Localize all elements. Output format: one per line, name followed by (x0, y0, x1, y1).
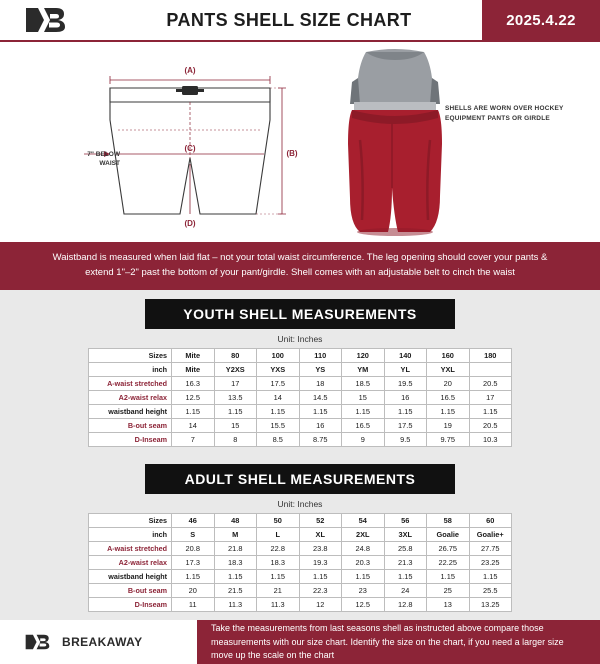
table-cell: Y2XS (214, 363, 257, 377)
table-row (89, 542, 512, 556)
table-cell: 160 (427, 349, 470, 363)
table-cell: 20.3 (342, 556, 385, 570)
table-cell: 140 (384, 349, 427, 363)
table-row (89, 363, 512, 377)
table-cell: 1.15 (469, 570, 512, 584)
table-row-label: A2-waist relax (89, 391, 172, 405)
table-cell: 25.5 (469, 584, 512, 598)
table-row-label: B-out seam (89, 419, 172, 433)
table-cell: 17 (469, 391, 512, 405)
table-row-label: D-Inseam (89, 598, 172, 612)
table-row (89, 349, 512, 363)
table-row (89, 584, 512, 598)
table-cell: 14 (257, 391, 300, 405)
table-cell: Goalie+ (469, 528, 512, 542)
table-cell: 1.15 (427, 570, 470, 584)
table-cell: 12.5 (342, 598, 385, 612)
breakaway-logo-icon (20, 4, 76, 36)
table-cell: 16.3 (172, 377, 215, 391)
table-cell: 24.8 (342, 542, 385, 556)
brand-logo (0, 0, 96, 40)
table-cell: 120 (342, 349, 385, 363)
footer-brand-name: BREAKAWAY (62, 635, 143, 650)
table-cell: 8.75 (299, 433, 342, 447)
table-cell: 12.5 (172, 391, 215, 405)
table-cell: 1.15 (172, 405, 215, 419)
table-cell: 1.15 (257, 405, 300, 419)
table-cell: 100 (257, 349, 300, 363)
table-cell: 23 (342, 584, 385, 598)
table-cell: 16.5 (427, 391, 470, 405)
table-cell: 20.8 (172, 542, 215, 556)
table-cell: 23.8 (299, 542, 342, 556)
table-cell: 27.75 (469, 542, 512, 556)
table-cell: 13.5 (214, 391, 257, 405)
table-cell: 1.15 (299, 405, 342, 419)
table-cell: 16 (384, 391, 427, 405)
youth-section-title: YOUTH SHELL MEASUREMENTS (145, 299, 455, 329)
table-cell: 1.15 (172, 570, 215, 584)
table-row-label: A-waist stretched (89, 377, 172, 391)
table-cell: 2XL (342, 528, 385, 542)
table-cell: 18.5 (342, 377, 385, 391)
table-cell: 21.3 (384, 556, 427, 570)
table-cell: 18.3 (214, 556, 257, 570)
revision-date: 2025.4.22 (482, 0, 600, 40)
table-cell: 21 (257, 584, 300, 598)
table-row (89, 377, 512, 391)
table-cell: 180 (469, 349, 512, 363)
table-cell: 20.5 (469, 377, 512, 391)
table-cell: 22.3 (299, 584, 342, 598)
table-row-label: waistband height (89, 405, 172, 419)
waist-reference-label: 7" BELOW WAIST (87, 151, 120, 168)
table-cell: 26.75 (427, 542, 470, 556)
table-cell: 1.15 (384, 570, 427, 584)
svg-text:(A): (A) (184, 66, 196, 75)
adult-section-title: ADULT SHELL MEASUREMENTS (145, 464, 455, 494)
breakaway-logo-icon-footer (22, 630, 56, 654)
table-cell: YS (299, 363, 342, 377)
table-cell: 19.3 (299, 556, 342, 570)
table-cell: 10.3 (469, 433, 512, 447)
diagram-area (0, 42, 600, 242)
table-cell: 17.5 (384, 419, 427, 433)
table-row-label: Sizes (89, 349, 172, 363)
table-cell: 18.3 (257, 556, 300, 570)
table-cell: 20.5 (469, 419, 512, 433)
table-cell: 20 (172, 584, 215, 598)
table-cell: 1.15 (299, 570, 342, 584)
adult-measurements-table (88, 513, 512, 612)
table-row (89, 556, 512, 570)
table-row-label: A2-waist relax (89, 556, 172, 570)
table-cell: 19 (427, 419, 470, 433)
table-row-label: Sizes (89, 514, 172, 528)
table-cell: 48 (214, 514, 257, 528)
table-cell: 50 (257, 514, 300, 528)
page-title: PANTS SHELL SIZE CHART (166, 9, 412, 30)
table-cell: Mite (172, 363, 215, 377)
table-cell: 1.15 (384, 405, 427, 419)
table-cell: 7 (172, 433, 215, 447)
table-cell: 20 (427, 377, 470, 391)
table-row (89, 514, 512, 528)
youth-section (0, 290, 600, 329)
shell-product-photo (330, 48, 460, 238)
table-cell: XL (299, 528, 342, 542)
table-row (89, 598, 512, 612)
table-row-label: D-Inseam (89, 433, 172, 447)
adult-unit-label: Unit: Inches (0, 494, 600, 513)
footer-instructions: Take the measurements from last seasons shell as instructed above compare those measurements with our size chart. Identify the size on the chart, if you need a larger size move up the scale on the chart (197, 620, 600, 664)
adult-table-wrap (0, 513, 600, 620)
youth-unit-label: Unit: Inches (0, 329, 600, 348)
table-cell: 12 (299, 598, 342, 612)
table-row-label: inch (89, 528, 172, 542)
youth-measurements-table (88, 348, 512, 447)
table-cell: 22.8 (257, 542, 300, 556)
table-cell: 110 (299, 349, 342, 363)
table-cell: 25.8 (384, 542, 427, 556)
table-cell: YXS (257, 363, 300, 377)
table-cell: 1.15 (214, 570, 257, 584)
table-cell: 15 (214, 419, 257, 433)
table-row (89, 405, 512, 419)
table-cell: 25 (427, 584, 470, 598)
footer-brand (0, 620, 197, 664)
table-cell: 9 (342, 433, 385, 447)
table-cell: 52 (299, 514, 342, 528)
table-cell: 11.3 (257, 598, 300, 612)
table-cell: 21.8 (214, 542, 257, 556)
page-footer (0, 620, 600, 664)
table-cell: YXL (427, 363, 470, 377)
table-cell: 17.5 (257, 377, 300, 391)
table-cell: 23.25 (469, 556, 512, 570)
table-cell: 58 (427, 514, 470, 528)
table-cell: Goalie (427, 528, 470, 542)
table-cell: 21.5 (214, 584, 257, 598)
table-cell: 8 (214, 433, 257, 447)
table-cell: 16 (299, 419, 342, 433)
table-cell: 1.15 (214, 405, 257, 419)
table-row (89, 433, 512, 447)
table-cell: 1.15 (257, 570, 300, 584)
table-cell: 17.3 (172, 556, 215, 570)
pants-technical-drawing (60, 46, 320, 241)
table-cell: 1.15 (342, 570, 385, 584)
table-row (89, 419, 512, 433)
table-row-label: inch (89, 363, 172, 377)
table-cell: 17 (214, 377, 257, 391)
svg-text:(C): (C) (184, 144, 196, 153)
svg-text:(B): (B) (286, 149, 298, 158)
table-cell: 46 (172, 514, 215, 528)
table-cell: 3XL (384, 528, 427, 542)
youth-table-wrap (0, 348, 600, 455)
table-cell: 1.15 (427, 405, 470, 419)
shell-wear-note: SHELLS ARE WORN OVER HOCKEY EQUIPMENT PANTS OR GIRDLE (445, 105, 564, 122)
table-cell: 8.5 (257, 433, 300, 447)
table-cell: 56 (384, 514, 427, 528)
table-cell: M (214, 528, 257, 542)
table-row-label: A-waist stretched (89, 542, 172, 556)
table-cell: 1.15 (342, 405, 385, 419)
table-cell (469, 363, 512, 377)
table-row (89, 391, 512, 405)
table-cell: 60 (469, 514, 512, 528)
table-cell: 9.75 (427, 433, 470, 447)
table-row-label: B-out seam (89, 584, 172, 598)
table-cell: 1.15 (469, 405, 512, 419)
table-cell: 13 (427, 598, 470, 612)
table-cell: S (172, 528, 215, 542)
table-cell: 15.5 (257, 419, 300, 433)
table-cell: 54 (342, 514, 385, 528)
table-cell: 14.5 (299, 391, 342, 405)
table-cell: 9.5 (384, 433, 427, 447)
table-cell: 14 (172, 419, 215, 433)
table-cell: 11.3 (214, 598, 257, 612)
table-row (89, 528, 512, 542)
table-cell: 12.8 (384, 598, 427, 612)
svg-text:(D): (D) (184, 219, 196, 228)
table-cell: 11 (172, 598, 215, 612)
adult-section (0, 455, 600, 494)
table-row (89, 570, 512, 584)
table-cell: 80 (214, 349, 257, 363)
page-header (0, 0, 600, 42)
table-cell: 22.25 (427, 556, 470, 570)
table-cell: 16.5 (342, 419, 385, 433)
table-cell: 24 (384, 584, 427, 598)
measurement-callout: Waistband is measured when laid flat – not your total waist circumference. The leg opening should cover your pants & extend 1"–2" past the bottom of your pant/girdle. Shell comes with an adjustable belt to cinch the waist (0, 242, 600, 290)
table-cell: 15 (342, 391, 385, 405)
table-cell: 13.25 (469, 598, 512, 612)
table-cell: Mite (172, 349, 215, 363)
table-cell: L (257, 528, 300, 542)
table-row-label: waistband height (89, 570, 172, 584)
table-cell: 18 (299, 377, 342, 391)
table-cell: YL (384, 363, 427, 377)
table-cell: YM (342, 363, 385, 377)
table-cell: 19.5 (384, 377, 427, 391)
